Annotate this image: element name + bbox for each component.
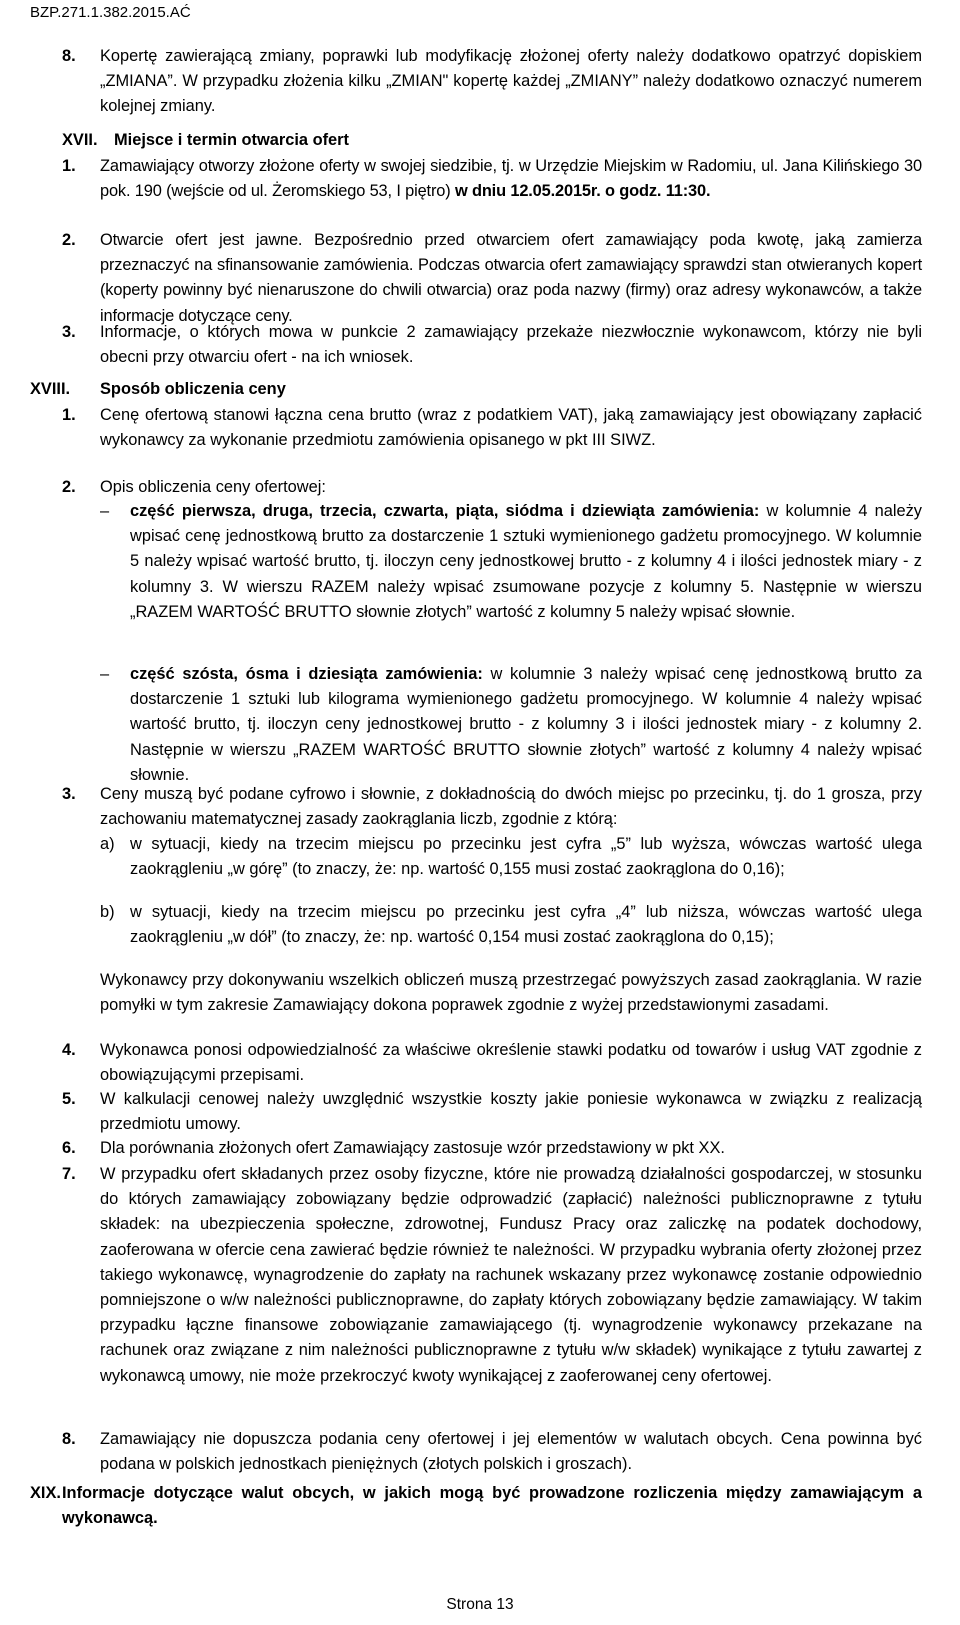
- paragraph-price-description: Opis obliczenia ceny ofertowej:: [100, 478, 326, 496]
- item-number: 4.: [62, 1041, 76, 1059]
- section-title: Miejsce i termin otwarcia ofert: [114, 131, 350, 149]
- paragraph-info-transfer: Informacje, o których mowa w punkcie 2 zamawiający przekaże niezwłocznie wykonawcom, którzy nie byli obecni przy otwarciu ofert - na ich wniosek.: [100, 323, 922, 367]
- paragraph-offer-price: Cenę ofertową stanowi łączna cena brutto (wraz z podatkiem VAT), jaką zamawiający jest obowiązany zapłacić wykonawcy za wykonanie przedmiotu zamówienia opisanego w pkt III SIWZ.: [100, 406, 922, 450]
- paragraph-envelope-changes: Kopertę zawierającą zmiany, poprawki lub modyfikację złożonej oferty należy dodatkowo opatrzyć dopiskiem „ZMIANA”. W przypadku złożenia kilku „ZMIAN" kopertę każdej „ZMIANY” należy dodatkowo oznaczyć numerem kolejnej zmiany.: [100, 47, 922, 116]
- opening-place-text: Zamawiający otworzy złożone oferty w swojej siedzibie, tj. w Urzędzie Miejskim w Radomiu, ul. Jana Kilińskiego 30 pok. 190 (wejście od ul. Żeromskiego 53, I piętro): [100, 157, 922, 201]
- opening-date-time: w dniu 12.05.2015r. o godz. 11:30.: [454, 182, 711, 201]
- section-number: XIX.: [30, 1484, 61, 1502]
- item-number: 6.: [62, 1139, 76, 1157]
- bullet-parts-6-8-10: [130, 662, 922, 788]
- page-number-footer: Strona 13: [446, 1596, 514, 1613]
- item-number: 1.: [62, 157, 76, 175]
- paragraph-costs: W kalkulacji cenowej należy uwzględnić wszystkie koszty jakie poniesie wykonawca w związku z realizacją przedmiotu umowy.: [100, 1090, 922, 1134]
- item-number: 3.: [62, 785, 76, 803]
- paragraph-rounding: Ceny muszą być podane cyfrowo i słownie, z dokładnością do dwóch miejsc po przecinku, tj. do 1 grosza, przy zachowaniu matematycznej zasady zaokrąglania liczb, zgodnie z którą:: [100, 785, 922, 829]
- section-number: XVII.: [62, 131, 98, 149]
- paragraph-natural-persons: W przypadku ofert składanych przez osoby fizyczne, które nie prowadzą działalności gospodarczej, w stosunku do których zamawiający zobowiązany będzie odprowadzić (zapłacić) należności publicznoprawne z tytułu składek: na ubezpieczenia społeczne, zdrowotnej, Fundusz Pracy oraz zaliczkę na podatek dochodowy, zaoferowana w ofercie cena zawierać będzie również te należności. W przypadku wybrania oferty złożonej przez takiego wykonawcę, wynagrodzenie do zapłaty na rachunek wskazany przez wykonawcę zostanie odpowiednio pomniejszone o w/w należności publicznoprawne, do zapłaty których zobowiązany będzie zamawiający. W takim przypadku łączne finansowe zobowiązanie zamawiającego (tj. wynagrodzenie wykonawcy przekazane na rachunek oraz związane z nim należności publicznoprawne z tytułu w/w składek) wynikające z tytułu zawartej z wykonawcą umowy, nie może przekroczyć kwoty wynikającej z zaoferowanej ceny ofertowej.: [100, 1165, 922, 1385]
- paragraph-vat: Wykonawca ponosi odpowiedzialność za właściwe określenie stawki podatku od towarów i usług VAT zgodnie z obowiązującymi przepisami.: [100, 1041, 922, 1085]
- bullet-body: w kolumnie 4 należy wpisać cenę jednostkową brutto za dostarczenie 1 sztuki wymienionego gadżetu promocyjnego. W kolumnie 5 należy wpisać wartość brutto, tj. iloczyn ceny jednostkowej brutto - z kolumny 4 i ilości jednostek miary - z kolumny 3. W wierszu RAZEM należy wpisać zsumowane pozycje z kolumny 5. Następnie w wierszu „RAZEM WARTOŚĆ BRUTTO słownie złotych” wartość z kolumny 5 należy wpisać słownie.: [130, 502, 922, 621]
- list-label-a: a): [100, 835, 115, 853]
- document-reference-header: BZP.271.1.382.2015.AĆ: [30, 4, 191, 21]
- bullet-dash: –: [100, 665, 110, 683]
- list-label-b: b): [100, 903, 115, 921]
- section-title: Informacje dotyczące walut obcych, w jakich mogą być prowadzone rozliczenia między zamawiającym a wykonawcą.: [62, 1484, 922, 1528]
- bullet-dash: –: [100, 502, 110, 520]
- item-number: 8.: [62, 1430, 76, 1448]
- rounding-rule-up: w sytuacji, kiedy na trzecim miejscu po przecinku jest cyfra „5” lub wyższa, wówczas wartość ulega zaokrągleniu „w górę” (to znaczy, że: np. wartość 0,155 musi zostać zaokrąglona do 0,16);: [130, 835, 922, 879]
- item-number: 2.: [62, 478, 76, 496]
- paragraph-opening-place: [100, 154, 922, 204]
- item-number: 5.: [62, 1090, 76, 1108]
- paragraph-public-opening: Otwarcie ofert jest jawne. Bezpośrednio przed otwarciem ofert zamawiający poda kwotę, jaką zamierza przeznaczyć na sfinansowanie zamówienia. Podczas otwarcia ofert zamawiający sprawdzi stan otwieranych kopert (koperty powinny być nienaruszone do chwili otwarcia) oraz poda nazwy (firmy) oraz adresy wykonawców, a także informacje dotyczące ceny.: [100, 231, 922, 325]
- bullet-body: w kolumnie 3 należy wpisać cenę jednostkową brutto za dostarczenie 1 sztuki lub kilograma wymienionego gadżetu promocyjnego. W kolumnie 4 należy wpisać wartość brutto, tj. iloczyn ceny jednostkowej brutto - z kolumny 3 i ilości jednostek miary - z kolumny 2. Następnie w wierszu „RAZEM WARTOŚĆ BRUTTO słownie złotych” wartość z kolumny 4 należy wpisać słownie.: [130, 665, 923, 784]
- item-number: 3.: [62, 323, 76, 341]
- item-number: 8.: [62, 47, 76, 65]
- item-number: 7.: [62, 1165, 76, 1183]
- paragraph-foreign-currency: Zamawiający nie dopuszcza podania ceny ofertowej i jej elementów w walutach obcych. Cena powinna być podana w polskich jednostkach pieniężnych (złotych polskich i groszach).: [100, 1430, 922, 1474]
- bullet-parts-1-2-3-4-5-7-9: [130, 499, 922, 625]
- section-title: Sposób obliczenia ceny: [100, 380, 286, 398]
- item-number: 2.: [62, 231, 76, 249]
- bullet-heading: część pierwsza, druga, trzecia, czwarta, piąta, siódma i dziewiąta zamówienia:: [130, 502, 760, 520]
- section-number: XVIII.: [30, 380, 71, 398]
- bullet-heading: część szósta, ósma i dziesiąta zamówienia:: [130, 665, 483, 683]
- rounding-rule-down: w sytuacji, kiedy na trzecim miejscu po przecinku jest cyfra „4” lub niższa, wówczas wartość ulega zaokrągleniu „w dół” (to znaczy, że: np. wartość 0,154 musi zostać zaokrąglona do 0,15);: [130, 903, 922, 947]
- item-number: 1.: [62, 406, 76, 424]
- paragraph-rounding-errors: Wykonawcy przy dokonywaniu wszelkich obliczeń muszą przestrzegać powyższych zasad zaokrąglania. W razie pomyłki w tym zakresie Zamawiający dokona poprawek zgodnie z wyżej przedstawionymi zasadami.: [100, 971, 922, 1015]
- paragraph-comparison: Dla porównania złożonych ofert Zamawiający zastosuje wzór przedstawiony w pkt XX.: [100, 1139, 725, 1157]
